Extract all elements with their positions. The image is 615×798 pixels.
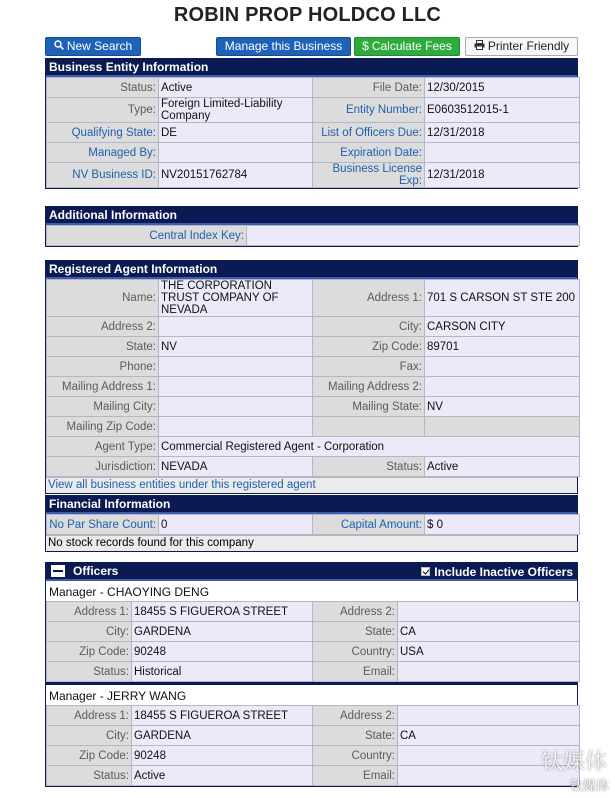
officer-city-label: City:: [47, 622, 132, 642]
entity-number-value: E0603512015-1: [425, 98, 580, 123]
expiration-date-value: [425, 143, 580, 163]
entity-number-label[interactable]: Entity Number:: [313, 98, 425, 123]
officers-header: [46, 563, 577, 581]
capital-amount-value: $ 0: [425, 515, 580, 535]
officer-zip-label: Zip Code:: [47, 746, 132, 766]
officer-status-label: Status:: [47, 662, 132, 682]
officer-address1-value: 18455 S FIGUEROA STREET: [132, 602, 313, 622]
table-row: [47, 123, 580, 143]
financial-info-header: Financial Information: [46, 496, 577, 514]
business-entity-table: [46, 77, 580, 188]
additional-info-header: Additional Information: [46, 207, 577, 225]
watermark-caption: 钛媒体: [569, 778, 609, 793]
table-row: [47, 766, 580, 786]
include-inactive-toggle[interactable]: [421, 564, 573, 580]
agent-address1-label: Address 1:: [313, 280, 425, 317]
business-entity-panel: [45, 58, 578, 189]
agent-status-value: Active: [425, 457, 580, 477]
mailing-address2-label: Mailing Address 2:: [313, 377, 425, 397]
officer-email-value: [398, 662, 580, 682]
status-value: Active: [159, 78, 313, 98]
new-search-button[interactable]: [45, 37, 141, 56]
financial-info-panel: [45, 495, 578, 552]
agent-address1-value: 701 S CARSON ST STE 200: [425, 280, 580, 317]
managed-by-label[interactable]: Managed By:: [47, 143, 159, 163]
mailing-city-value: [159, 397, 313, 417]
business-entity-header: Business Entity Information: [46, 59, 577, 77]
table-row: [47, 642, 580, 662]
officer-address2-label: Address 2:: [313, 602, 398, 622]
officer-city-value: GARDENA: [132, 726, 313, 746]
officer-country-label: Country:: [313, 746, 398, 766]
view-all-entities-link[interactable]: View all business entities under this registered agent: [46, 477, 577, 493]
table-row: [47, 457, 580, 477]
nv-business-id-value: NV20151762784: [159, 163, 313, 188]
officer-city-value: GARDENA: [132, 622, 313, 642]
nv-business-id-label[interactable]: NV Business ID:: [47, 163, 159, 188]
search-icon: [54, 38, 64, 55]
business-license-value: 12/31/2018: [425, 163, 580, 188]
officers-due-value: 12/31/2018: [425, 123, 580, 143]
agent-zip-value: 89701: [425, 337, 580, 357]
expiration-date-label[interactable]: Expiration Date:: [313, 143, 425, 163]
officer-state-label: State:: [313, 622, 398, 642]
table-row: [47, 280, 580, 317]
manage-business-button[interactable]: Manage this Business: [216, 37, 351, 56]
file-date-value: 12/30/2015: [425, 78, 580, 98]
empty-cell: [425, 417, 580, 437]
central-index-key-label[interactable]: Central Index Key:: [47, 226, 247, 246]
calculate-fees-button[interactable]: [354, 37, 460, 56]
file-date-label: File Date:: [313, 78, 425, 98]
jurisdiction-value: NEVADA: [159, 457, 313, 477]
table-row: [47, 515, 580, 535]
table-row: [47, 377, 580, 397]
officer-state-value: CA: [398, 622, 580, 642]
officer-address2-label: Address 2:: [313, 706, 398, 726]
officer-country-label: Country:: [313, 642, 398, 662]
officer-status-value: Historical: [132, 662, 313, 682]
printer-friendly-label: Printer Friendly: [487, 39, 570, 53]
watermark-logo: 钛媒体: [540, 749, 607, 774]
officer-address2-value: [398, 706, 580, 726]
table-row: [47, 98, 580, 123]
agent-state-value: NV: [159, 337, 313, 357]
agent-address2-value: [159, 317, 313, 337]
qualifying-state-value: DE: [159, 123, 313, 143]
calculate-fees-label: Calculate Fees: [371, 39, 452, 53]
registered-agent-panel: [45, 260, 578, 494]
table-row: [47, 417, 580, 437]
par-share-count-value: 0: [159, 515, 313, 535]
mailing-address1-label: Mailing Address 1:: [47, 377, 159, 397]
officers-header-label: Officers: [73, 564, 119, 578]
business-license-label[interactable]: Business License Exp:: [313, 163, 425, 188]
checkbox-icon[interactable]: [421, 567, 430, 576]
officer-address2-value: [398, 602, 580, 622]
table-row: [47, 622, 580, 642]
qualifying-state-label[interactable]: Qualifying State:: [47, 123, 159, 143]
stock-records-note: No stock records found for this company: [46, 535, 577, 551]
mailing-zip-label: Mailing Zip Code:: [47, 417, 159, 437]
officer-email-label: Email:: [313, 766, 398, 786]
officer-title: Manager - CHAOYING DENG: [46, 581, 577, 601]
agent-fax-label: Fax:: [313, 357, 425, 377]
table-row: [47, 437, 580, 457]
financial-info-table: [46, 514, 580, 535]
officer-zip-value: 90248: [132, 746, 313, 766]
officer-country-value: USA: [398, 642, 580, 662]
mailing-city-label: Mailing City:: [47, 397, 159, 417]
mailing-state-label: Mailing State:: [313, 397, 425, 417]
officers-due-label[interactable]: List of Officers Due:: [313, 123, 425, 143]
mailing-zip-value: [159, 417, 313, 437]
managed-by-value: [159, 143, 313, 163]
registered-agent-header: Registered Agent Information: [46, 261, 577, 279]
agent-zip-label: Zip Code:: [313, 337, 425, 357]
officer-status-value: Active: [132, 766, 313, 786]
additional-info-panel: [45, 206, 578, 247]
agent-fax-value: [425, 357, 580, 377]
registered-agent-table: [46, 279, 580, 477]
officer-state-value: CA: [398, 726, 580, 746]
table-row: [47, 226, 580, 246]
table-row: [47, 357, 580, 377]
additional-info-table: [46, 225, 580, 246]
table-row: [47, 746, 580, 766]
type-value: Foreign Limited-Liability Company: [159, 98, 313, 123]
officer-title: Manager - JERRY WANG: [46, 685, 577, 705]
new-search-label: New Search: [66, 39, 133, 53]
capital-amount-label[interactable]: Capital Amount:: [313, 515, 425, 535]
include-inactive-label: Include Inactive Officers: [434, 565, 573, 579]
officer-zip-value: 90248: [132, 642, 313, 662]
agent-phone-value: [159, 357, 313, 377]
table-row: [47, 726, 580, 746]
officer-address1-value: 18455 S FIGUEROA STREET: [132, 706, 313, 726]
table-row: [47, 78, 580, 98]
agent-phone-label: Phone:: [47, 357, 159, 377]
page-title: ROBIN PROP HOLDCO LLC: [173, 4, 442, 26]
table-row: [47, 143, 580, 163]
table-row: [47, 706, 580, 726]
agent-state-label: State:: [47, 337, 159, 357]
status-label: Status:: [47, 78, 159, 98]
par-share-count-label[interactable]: No Par Share Count:: [47, 515, 159, 535]
empty-cell: [313, 417, 425, 437]
agent-city-value: CARSON CITY: [425, 317, 580, 337]
type-label: Type:: [47, 98, 159, 123]
mailing-state-value: NV: [425, 397, 580, 417]
printer-friendly-button[interactable]: [465, 37, 578, 56]
table-row: [47, 163, 580, 188]
agent-name-label: Name:: [47, 280, 159, 317]
officer-table: [46, 705, 580, 786]
dollar-icon: $: [362, 39, 369, 53]
officer-address1-label: Address 1:: [47, 602, 132, 622]
central-index-key-value: [247, 226, 580, 246]
table-row: [47, 602, 580, 622]
officer-zip-label: Zip Code:: [47, 642, 132, 662]
table-row: [47, 662, 580, 682]
officer-status-label: Status:: [47, 766, 132, 786]
table-row: [47, 337, 580, 357]
mailing-address2-value: [425, 377, 580, 397]
mailing-address1-value: [159, 377, 313, 397]
table-row: [47, 317, 580, 337]
collapse-icon[interactable]: [51, 565, 65, 577]
agent-status-label: Status:: [313, 457, 425, 477]
agent-address2-label: Address 2:: [47, 317, 159, 337]
agent-type-label: Agent Type:: [47, 437, 159, 457]
officer-state-label: State:: [313, 726, 398, 746]
table-row: [47, 397, 580, 417]
officer-table: [46, 601, 580, 682]
officer-address1-label: Address 1:: [47, 706, 132, 726]
agent-city-label: City:: [313, 317, 425, 337]
agent-name-value: THE CORPORATION TRUST COMPANY OF NEVADA: [159, 280, 313, 317]
officers-panel: [45, 562, 578, 787]
officer-city-label: City:: [47, 726, 132, 746]
agent-type-value: Commercial Registered Agent - Corporation: [159, 437, 580, 457]
printer-icon: [474, 38, 485, 55]
jurisdiction-label: Jurisdiction:: [47, 457, 159, 477]
officer-email-label: Email:: [313, 662, 398, 682]
